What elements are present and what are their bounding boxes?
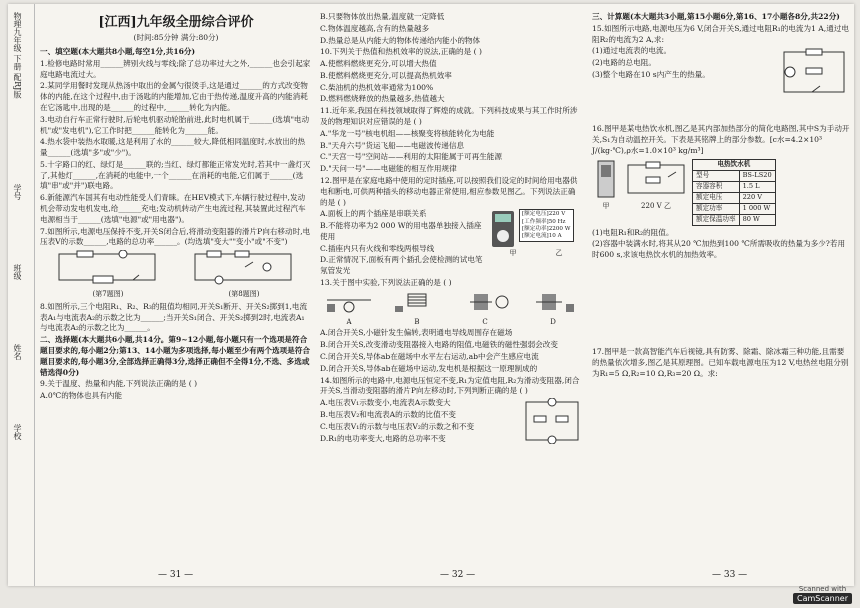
question-12-block — [320, 209, 582, 278]
question-11-option-a: A."华龙一号"核电机组——核聚变将核能转化为电能 — [320, 128, 495, 138]
motor-experiment-icon — [528, 290, 578, 314]
question-15-parts — [592, 46, 778, 98]
socket-spec-label — [519, 209, 574, 242]
circuit-diagram-14-icon — [522, 398, 582, 444]
section-fill-in: 一、填空题(本大题共8小题,每空1分,共16分) — [40, 47, 196, 57]
question-9-option-b: B.只要物体放出热量,温度就一定降低 — [320, 12, 445, 21]
question-13-option-d: D.闭合开关S,导体ab在磁场中运动,发电机是根据这一原理制成的 — [320, 363, 538, 373]
question-12-option-b: B.不能将功率为2 000 W的用电器单独接入插座使用 — [320, 221, 482, 241]
question-6: 6.新能源汽车国其有电动性能受人们青睐。在HEV模式下,车辆行驶过程中,发动机会带动发电机发电,给______充电;发动机转动产生电流过程,其装置此过程汽车电源相当于______(选填"电源"或"用电器")。 — [40, 193, 306, 224]
question-15-part-2: (2)电路的总电阻。 — [592, 58, 656, 68]
label-jia: 甲 — [509, 249, 517, 258]
figure-8-caption: (第8题图) — [228, 289, 260, 298]
section-multiple-choice: 二、选择题(本大题共6小题,共14分。第9~12小题,每小题只有一个选项是符合题目要求的,每小题2分;第13、14小题为多项选择,每小题至少有两个选项是符合题目要求的,每小题3分,全部选择正确得3分,选择正确但不全得1分,不选、多选或错选得0分) — [40, 335, 310, 377]
experiment-label-d: D — [550, 317, 556, 326]
question-14: 14.如图所示的电路中,电源电压恒定不变,R₁为定值电阻,R₂为滑动变阻器,闭合开关S,当滑动变阻器的滑片P向左移动时,下列判断正确的是 ( ) — [320, 375, 580, 396]
circuit-diagram-8-icon — [189, 250, 299, 286]
table-cell-key: 额定电压 — [693, 192, 740, 203]
table-cell-value: 1.5 L — [739, 181, 775, 192]
camscanner-logo: CamScanner — [793, 593, 852, 604]
question-14-option-a: A.电压表V₁示数变小,电流表A示数变大 — [320, 398, 451, 408]
question-16: 16.图甲是某电热饮水机,图乙是其内部加热部分的简化电路图,其中S为手动开关,S₁为自动温控开关。下表是其铭牌上的部分参数。[c水=4.2×10³ J/(kg·℃),ρ水=1.0×10³ kg/m³] — [592, 124, 850, 155]
question-15-part-1: (1)通过电流表的电流。 — [592, 46, 672, 56]
induction-experiment-icon — [460, 290, 510, 314]
experiment-a — [324, 290, 374, 328]
question-13-option-a: A.闭合开关S,小磁针发生偏转,表明通电导线周围存在磁场 — [320, 328, 513, 338]
question-14-options — [320, 398, 518, 445]
exam-sheet — [8, 4, 854, 586]
figure-7-caption: (第7题图) — [92, 289, 124, 298]
figure-13 — [324, 290, 578, 328]
page-title: [江西]九年级全册综合评价 — [98, 15, 254, 30]
section-calculation: 三、计算题(本大题共3小题,第15小题6分,第16、17小题各8分,共22分) — [592, 12, 840, 21]
question-15-block — [592, 46, 850, 98]
spine-name: 姓名 — [13, 344, 22, 360]
question-8: 8.如图所示,三个电阻R₁、R₂、R₃的阻值均相同,开关S₁断开、开关S₂掷到1,电流表A₁与电流表A₂的示数之比为______;当开关S₁闭合、开关S₂掷到2时,电流表A₁与电流表A₂的示数之比为______。 — [40, 301, 308, 333]
scanner-watermark — [793, 585, 852, 604]
question-5: 5.十字路口的红、绿灯是______联的;当红、绿灯都能正常发光时,若其中一盏灯灭了,其他灯______,在消耗的电能中,一个______在消耗的电能,它们属于______(选填"串"或"并")联电路。 — [40, 159, 311, 191]
dispenser-figure — [592, 159, 620, 213]
experiment-label-a: A — [346, 317, 352, 326]
page-number-33: — 33 — — [712, 570, 748, 580]
question-4: 4.热水袋中装热水取暖,这是利用了水的______较大,降低相同温度时,水放出的热量______(选填"多"或"少")。 — [40, 137, 306, 158]
question-11-option-c: C."天宫一号"空间站——利用的太阳能属于可再生能源 — [320, 152, 502, 162]
figure-12 — [490, 209, 582, 278]
spine-school: 学校 — [13, 424, 22, 440]
spec-line: [额定功率]2200 W — [522, 225, 571, 232]
question-15-part-3: (3)整个电路在10 s内产生的热量。 — [592, 69, 710, 79]
spec-line: [工作频率]50 Hz — [522, 218, 566, 225]
label-yi: 乙 — [555, 249, 563, 258]
experiment-c — [460, 290, 510, 328]
figure-8 — [189, 250, 299, 300]
circuit-diagram-7-icon — [53, 250, 163, 286]
question-14-option-c: C.电压表V₁的示数与电压表V₂的示数之和不变 — [320, 421, 475, 431]
question-12-option-a: A.面板上的两个插座是串联关系 — [320, 209, 427, 219]
question-12: 12.图甲是在家庭电路中使用的定时插座,可以按照我们设定的时间给用电器供电和断电,可供两种插头的移动电器正常使用,相应参数见图乙。下列说法正确的是 ( ) — [320, 175, 578, 207]
supply-voltage-label: 220 V — [641, 202, 662, 211]
table-row — [693, 181, 776, 192]
dispenser-spec-table — [692, 159, 776, 226]
question-9-option-c: C.物体温度越高,含有的热量越多 — [320, 23, 430, 33]
spec-line: [额定电压]220 V — [522, 211, 566, 218]
figure-12-images — [490, 209, 582, 249]
page-number-32: — 32 — — [440, 570, 476, 580]
right-column — [592, 12, 850, 380]
question-12-options — [320, 209, 484, 278]
question-2: 2.某同学用餐时发现从热汤中取出的金属勺很烫手,这是通过______的方式改变物体的内能,在这个过程中,由于汤匙的内能增加,它由于热传递,温度升高的内能消耗在它汤匙中,出现的是______的过程中,______转化为内能。 — [40, 81, 308, 112]
figure-7 — [53, 250, 163, 300]
question-11: 11.近年来,我国在科技领域取得了辉煌的成就。下列科技成果与其工作时所涉及的物理知识对应错误的是 ( ) — [320, 106, 578, 127]
table-row — [693, 170, 776, 181]
watermark-caption: Scanned with — [798, 585, 847, 593]
question-10-option-a: A.使燃料燃烧更充分,可以增大热值 — [320, 59, 437, 69]
electromagnet-experiment-icon — [392, 290, 442, 314]
spine-class: 班级 — [13, 264, 22, 280]
question-9-option-a: A.0℃的物体也具有内能 — [40, 391, 122, 401]
compass-experiment-icon — [324, 290, 374, 314]
question-14-option-d: D.R₁的电功率变大,电路的总功率不变 — [320, 433, 446, 443]
question-10-option-d: D.燃料燃烧释放的热量越多,热值越大 — [320, 94, 445, 104]
experiment-label-c: C — [482, 317, 488, 326]
question-9-option-d: D.热量总是从内能大的物体传递给内能小的物体 — [320, 35, 481, 45]
question-10: 10.下列关于热值和热机效率的说法,正确的是 ( ) — [320, 47, 482, 57]
table-cell-key: 型号 — [693, 170, 740, 181]
label-yi: 乙 — [663, 202, 671, 211]
question-14-option-b: B.电压表V₂和电流表A的示数的比值不变 — [320, 409, 456, 419]
question-13-option-c: C.闭合开关S,导体ab在磁场中水平左右运动,ab中会产生感应电流 — [320, 352, 539, 362]
table-cell-key: 额定功率 — [693, 203, 740, 214]
question-1: 1.检修电路时常用______辨别火线与零线;除了总功率过大之外,______也会引起家庭电路电流过大。 — [40, 58, 311, 79]
question-12-option-c: C.插座内只有火线和零线两根导线 — [320, 243, 435, 253]
question-9: 9.关于温度、热量和内能,下列说法正确的是 ( ) — [40, 379, 198, 389]
figures-7-8 — [40, 250, 312, 300]
question-10-option-c: C.柴油机的热机效率通常为100% — [320, 82, 434, 92]
heater-circuit-icon — [624, 159, 688, 199]
question-7: 7.如图所示,电源电压保持不变,开关S闭合后,将滑动变阻器的滑片P向右移动时,电压表V的示数______,电路的总功率______。(均选填"变大""变小"或"不变") — [40, 226, 311, 247]
spine-student-id: 学号 — [13, 184, 22, 200]
question-16-part-1: (1)电阻R₁和R₂的阻值。 — [592, 227, 674, 237]
heater-circuit-figure — [624, 159, 688, 213]
question-13: 13.关于图中实验,下列说法正确的是 ( ) — [320, 277, 452, 287]
water-dispenser-icon — [592, 159, 620, 199]
spec-table-title: 电热饮水机 — [693, 159, 776, 170]
question-15: 15.如图所示电路,电源电压为6 V,闭合开关S,通过电阻R₁的电流为1 A,通过电阻R₂的电流为2 A,求: — [592, 23, 849, 44]
middle-column — [320, 12, 582, 445]
table-cell-value: 80 W — [739, 214, 775, 225]
page-number-31: — 31 — — [158, 570, 194, 580]
experiment-d — [528, 290, 578, 328]
question-16-part-2: (2)容器中装满水时,将其从20 ℃加热到100 ℃所需吸收的热量为多少?若用时600 s,求该电热饮水机的加热效率。 — [592, 239, 846, 260]
circuit-diagram-15-icon — [778, 46, 850, 98]
question-11-option-b: B."天舟六号"货运飞船——电磁波传递信息 — [320, 140, 465, 150]
question-11-option-d: D."天问一号"——电磁能的相互作用规律 — [320, 164, 457, 174]
question-17: 17.图甲是一款高智能汽车后视镜,具有防雾、除霜、除冰霜三种功能,且需要的热量依次增多,图乙是其原理图。已知车载电源电压为12 V,电热丝电阻分别为R₁=5 Ω,R₂=10 Ω,R₃=20 Ω。求: — [592, 347, 849, 378]
label-jia: 甲 — [602, 202, 610, 211]
question-10-option-b: B.使燃料燃烧更充分,可以提高热机效率 — [320, 70, 452, 80]
figure-16 — [592, 159, 850, 226]
table-cell-value: 220 V — [739, 192, 775, 203]
experiment-label-b: B — [414, 317, 420, 326]
experiment-b — [392, 290, 442, 328]
question-14-block — [320, 398, 582, 445]
table-cell-key: 额定保温功率 — [693, 214, 740, 225]
table-cell-value: BS-LS20 — [739, 170, 775, 181]
timer-socket-icon — [490, 209, 516, 249]
question-12-option-d: D.正常情况下,面板有两个插孔会使检测的试电笔氖管发光 — [320, 255, 483, 276]
binding-spine — [8, 4, 35, 586]
question-13-option-b: B.闭合开关S,改变滑动变阻器接入电路的阻值,电磁铁的磁性强弱会改变 — [320, 340, 558, 350]
left-column — [40, 12, 312, 403]
table-cell-key: 容器容积 — [693, 181, 740, 192]
spine-book-label: 物理九年级 下册 配RJ版 — [13, 12, 22, 99]
table-cell-value: 1 000 W — [739, 203, 775, 214]
table-row — [693, 214, 776, 225]
table-row — [693, 203, 776, 214]
table-row — [693, 192, 776, 203]
exam-time-score: (时间:85分钟 满分:80分) — [133, 33, 219, 43]
spec-line: [额定电流]10 A — [522, 233, 562, 240]
question-3: 3.电动自行车正常行驶时,后轮电机驱动轮胎前进,此时电机属于______(选填"电动机"或"发电机"),它工作时把______能转化为______能。 — [40, 114, 310, 135]
figure-12-labels — [490, 249, 582, 259]
